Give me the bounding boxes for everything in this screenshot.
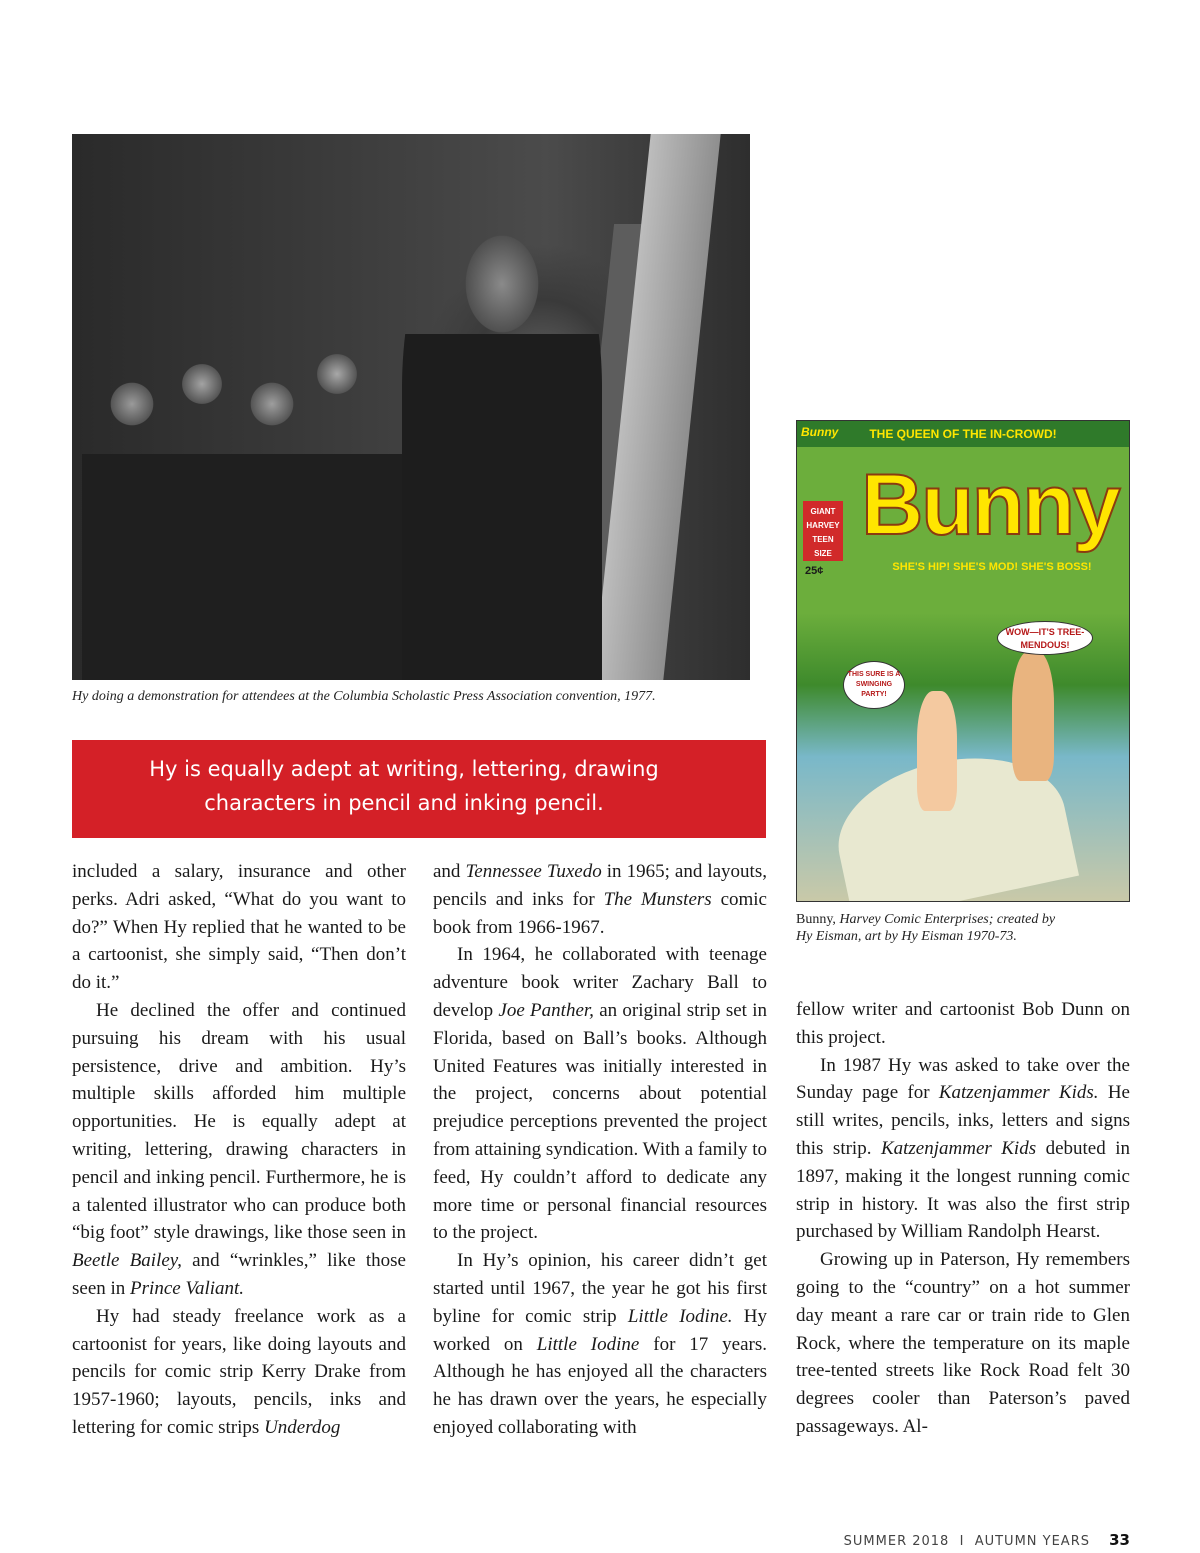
col2-p1-munsters: The Munsters: [603, 888, 712, 910]
col3-p2-katzenjammer-2: Katzenjammer Kids: [880, 1137, 1037, 1159]
col2-paragraph-1: [433, 858, 767, 941]
col3-paragraph-3: Growing up in Paterson, Hy remembers going to the “country” on a hot summer day meant a rare car or train ride to Glen Rock, where the temperature on its maple tree-tented streets like Rock Road felt 30 degrees cooler than Paterson’s paved passageways. Al-: [796, 1249, 1130, 1437]
col2-p2-joe-panther: Joe Panther,: [498, 999, 594, 1021]
cover-caption-rest: Harvey Comic Enterprises; created by: [835, 912, 1056, 927]
pull-quote: Hy is equally adept at writing, lettering, drawing characters in pencil and inking pencil.: [72, 740, 766, 838]
col2-p1-text-a: and: [433, 861, 466, 882]
col2-p2-text-b: an original strip set in Florida, based on Ball’s books. Although United Features was initially interested in the project, concerns about potential prejudice perceptions prevented the project from attaining syndication. With a family to feed, Hy couldn’t afford to dedicate any more time or personal financial resources to the project.: [433, 999, 767, 1244]
col2-p1-text-b: in 1965; and layouts, pencils and inks for: [433, 861, 767, 910]
footer-issue: SUMMER 2018: [843, 1534, 950, 1549]
footer-magazine: AUTUMN YEARS: [974, 1534, 1090, 1549]
col3-paragraph-2: [796, 1052, 1130, 1247]
cover-character-boy: [1012, 651, 1054, 781]
cover-caption-line2: Hy Eisman, art by Hy Eisman 1970-73.: [796, 929, 1017, 944]
photo-caption: Hy doing a demonstration for attendees at the Columbia Scholastic Press Association convention, 1977.: [72, 689, 656, 704]
col1-paragraph-3: [72, 1303, 406, 1442]
col1-p2-text-a: He declined the offer and continued pursuing his dream with his usual persistence, drive and ambition. Hy’s multiple skills afforded him multiple opportunities. He is equally adept at writing, lettering, drawing characters in pencil and inking pencil. Furthermore, he is a talented illustrator who can produce both “big foot” style drawings, like those seen in: [72, 999, 406, 1244]
col2-p3-text-c: for 17 years. Although he has enjoyed all the characters he has drawn over the years, he especially enjoyed collaborating with: [433, 1333, 768, 1438]
col1-p2-prince-valiant: Prince Valiant.: [130, 1277, 245, 1299]
col1-p2-beetle-bailey: Beetle Bailey,: [72, 1250, 182, 1272]
col2-p2-text-a: In 1964, he collaborated with teenage adventure book writer Zachary Ball to develop: [433, 944, 767, 1021]
col1-paragraph-1: included a salary, insurance and other perks. Adri asked, “What do you want to do?” When Hy replied that he wanted to be a cartoonist, she simply said, “Then don’t do it.”: [72, 861, 406, 994]
col2-p3-text-b: Hy worked on: [433, 1305, 767, 1355]
attendees-crowd: [82, 344, 402, 680]
cover-character-bunny: [917, 691, 957, 811]
col1-paragraph-2: [72, 997, 406, 1303]
col3-p2-text-c: debuted in 1897, making it the longest running comic strip in history. It was also the first strip purchased by William Randolph Hearst.: [796, 1137, 1130, 1243]
cover-caption: [796, 911, 1116, 945]
cover-speech-bubble-2: THIS SURE IS A SWINGING PARTY!: [843, 661, 905, 709]
col1-p3-text-a: Hy had steady freelance work as a cartoonist for years, like doing layouts and pencils for comic strip Kerry Drake from 1957-1960; layouts, pencils, inks and lettering for comic strips: [72, 1305, 406, 1438]
page-number: 33: [1109, 1531, 1130, 1549]
cover-tagline: SHE'S HIP! SHE'S MOD! SHE'S BOSS!: [892, 561, 1092, 573]
article-column-1: [72, 858, 406, 1442]
cover-size-badge: GIANT HARVEY TEEN SIZE: [803, 501, 843, 561]
cover-speech-bubble: WOW—IT'S TREE-MENDOUS!: [997, 621, 1093, 655]
col2-p3-little-iodine-2: Little Iodine: [536, 1333, 640, 1355]
footer-separator: I: [959, 1534, 965, 1549]
col2-paragraph-3: [433, 1247, 767, 1442]
demonstration-photo: [72, 134, 750, 680]
col3-paragraph-1: fellow writer and cartoonist Bob Dunn on this project.: [796, 999, 1130, 1048]
col3-p2-text-b: He still writes, pencils, inks, letters and signs this strip.: [796, 1082, 1130, 1159]
col2-paragraph-2: [433, 941, 767, 1247]
cartoonist-figure: [402, 194, 602, 680]
cover-caption-title: Bunny,: [796, 912, 836, 927]
col1-p2-text-b: and “wrinkles,” like those seen in: [72, 1250, 406, 1299]
col2-p3-little-iodine-1: Little Iodine.: [627, 1305, 733, 1327]
bunny-comic-cover: [796, 420, 1130, 902]
col1-p3-underdog: Underdog: [264, 1416, 341, 1438]
cover-title: Bunny: [861, 457, 1119, 553]
col2-p1-text-c: comic book from 1966-1967.: [433, 888, 767, 938]
col3-p2-text-a: In 1987 Hy was asked to take over the Sunday page for: [796, 1054, 1130, 1104]
cover-brand-small: Bunny: [801, 425, 839, 439]
article-column-2: [433, 858, 767, 1442]
col2-p1-tennessee-tuxedo: Tennessee Tuxedo: [465, 861, 602, 882]
cover-topline: THE QUEEN OF THE IN-CROWD!: [797, 421, 1129, 447]
cover-price: 25¢: [805, 565, 824, 577]
col3-p2-katzenjammer-1: Katzenjammer Kids.: [938, 1082, 1099, 1104]
page-footer: [780, 1530, 1130, 1552]
article-column-3: [796, 996, 1130, 1441]
col2-p3-text-a: In Hy’s opinion, his career didn’t get started until 1967, the year he got his first byline for comic strip: [433, 1250, 767, 1327]
